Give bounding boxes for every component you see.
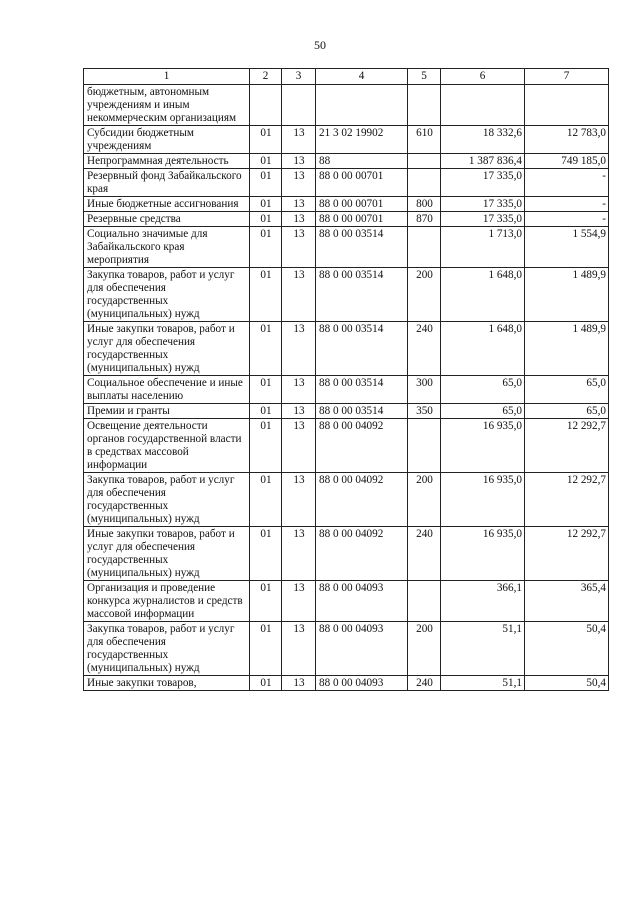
amount-cell: 16 935,0 bbox=[441, 419, 525, 473]
subsection-code-cell: 13 bbox=[282, 622, 316, 676]
expense-type-cell: 870 bbox=[408, 212, 441, 227]
section-code-cell: 01 bbox=[250, 126, 282, 154]
table-row bbox=[84, 527, 609, 581]
section-code-cell: 01 bbox=[250, 581, 282, 622]
amount-cell: 18 332,6 bbox=[441, 126, 525, 154]
amount-cell: - bbox=[525, 169, 609, 197]
section-code-cell: 01 bbox=[250, 227, 282, 268]
amount-cell: 365,4 bbox=[525, 581, 609, 622]
target-article-cell bbox=[316, 85, 408, 126]
budget-table bbox=[83, 68, 609, 691]
expense-type-cell bbox=[408, 227, 441, 268]
expense-type-cell bbox=[408, 581, 441, 622]
row-name-cell: Закупка товаров, работ и услуг для обеспечения государственных (муниципальных) нужд bbox=[84, 473, 250, 527]
amount-cell: 1 489,9 bbox=[525, 268, 609, 322]
target-article-cell: 88 0 00 04093 bbox=[316, 622, 408, 676]
target-article-cell: 88 0 00 00701 bbox=[316, 212, 408, 227]
subsection-code-cell: 13 bbox=[282, 212, 316, 227]
target-article-cell: 88 0 00 03514 bbox=[316, 227, 408, 268]
amount-cell: 12 292,7 bbox=[525, 419, 609, 473]
section-code-cell: 01 bbox=[250, 404, 282, 419]
subsection-code-cell: 13 bbox=[282, 154, 316, 169]
row-name-cell: Резервный фонд Забайкальского края bbox=[84, 169, 250, 197]
amount-cell: 50,4 bbox=[525, 622, 609, 676]
table-header-row bbox=[84, 69, 609, 85]
subsection-code-cell: 13 bbox=[282, 376, 316, 404]
amount-cell: 12 292,7 bbox=[525, 527, 609, 581]
row-name-cell: Закупка товаров, работ и услуг для обеспечения государственных (муниципальных) нужд bbox=[84, 268, 250, 322]
subsection-code-cell: 13 bbox=[282, 197, 316, 212]
target-article-cell: 88 0 00 03514 bbox=[316, 268, 408, 322]
section-code-cell: 01 bbox=[250, 419, 282, 473]
section-code-cell: 01 bbox=[250, 322, 282, 376]
subsection-code-cell: 13 bbox=[282, 404, 316, 419]
table-row bbox=[84, 581, 609, 622]
table-row bbox=[84, 622, 609, 676]
expense-type-cell: 240 bbox=[408, 322, 441, 376]
row-name-cell: Иные бюджетные ассигнования bbox=[84, 197, 250, 212]
amount-cell: 65,0 bbox=[441, 404, 525, 419]
section-code-cell: 01 bbox=[250, 268, 282, 322]
target-article-cell: 88 0 00 04092 bbox=[316, 527, 408, 581]
target-article-cell: 88 0 00 04093 bbox=[316, 581, 408, 622]
row-name-cell: бюджетным, автономным учреждениям и иным некоммерческим организациям bbox=[84, 85, 250, 126]
subsection-code-cell: 13 bbox=[282, 527, 316, 581]
row-name-cell: Иные закупки товаров, работ и услуг для обеспечения государственных (муниципальных) нужд bbox=[84, 527, 250, 581]
subsection-code-cell: 13 bbox=[282, 473, 316, 527]
amount-cell: 12 783,0 bbox=[525, 126, 609, 154]
table-body bbox=[84, 85, 609, 691]
amount-cell: 17 335,0 bbox=[441, 169, 525, 197]
expense-type-cell: 350 bbox=[408, 404, 441, 419]
row-name-cell: Закупка товаров, работ и услуг для обеспечения государственных (муниципальных) нужд bbox=[84, 622, 250, 676]
amount-cell: 65,0 bbox=[441, 376, 525, 404]
row-name-cell: Организация и проведение конкурса журналистов и средств массовой информации bbox=[84, 581, 250, 622]
row-name-cell: Социально значимые для Забайкальского края мероприятия bbox=[84, 227, 250, 268]
table-row bbox=[84, 169, 609, 197]
target-article-cell: 21 3 02 19902 bbox=[316, 126, 408, 154]
subsection-code-cell: 13 bbox=[282, 419, 316, 473]
target-article-cell: 88 0 00 04092 bbox=[316, 419, 408, 473]
table-row bbox=[84, 197, 609, 212]
subsection-code-cell: 13 bbox=[282, 126, 316, 154]
section-code-cell bbox=[250, 85, 282, 126]
section-code-cell: 01 bbox=[250, 473, 282, 527]
table-row bbox=[84, 85, 609, 126]
row-name-cell: Социальное обеспечение и иные выплаты населению bbox=[84, 376, 250, 404]
table-row bbox=[84, 419, 609, 473]
row-name-cell: Резервные средства bbox=[84, 212, 250, 227]
section-code-cell: 01 bbox=[250, 622, 282, 676]
table-row bbox=[84, 126, 609, 154]
table-row bbox=[84, 212, 609, 227]
expense-type-cell bbox=[408, 85, 441, 126]
expense-type-cell bbox=[408, 154, 441, 169]
amount-cell: 17 335,0 bbox=[441, 197, 525, 212]
table-row bbox=[84, 227, 609, 268]
subsection-code-cell: 13 bbox=[282, 676, 316, 691]
section-code-cell: 01 bbox=[250, 676, 282, 691]
target-article-cell: 88 0 00 03514 bbox=[316, 322, 408, 376]
amount-cell: 50,4 bbox=[525, 676, 609, 691]
table-row bbox=[84, 473, 609, 527]
subsection-code-cell: 13 bbox=[282, 227, 316, 268]
page-number: 50 bbox=[314, 38, 326, 52]
column-header: 4 bbox=[316, 69, 408, 85]
amount-cell: 1 648,0 bbox=[441, 322, 525, 376]
amount-cell: 12 292,7 bbox=[525, 473, 609, 527]
amount-cell: 51,1 bbox=[441, 676, 525, 691]
subsection-code-cell: 13 bbox=[282, 268, 316, 322]
target-article-cell: 88 0 00 03514 bbox=[316, 404, 408, 419]
expense-type-cell: 800 bbox=[408, 197, 441, 212]
amount-cell: 16 935,0 bbox=[441, 473, 525, 527]
amount-cell: - bbox=[525, 212, 609, 227]
table-row bbox=[84, 376, 609, 404]
row-name-cell: Субсидии бюджетным учреждениям bbox=[84, 126, 250, 154]
column-header: 3 bbox=[282, 69, 316, 85]
section-code-cell: 01 bbox=[250, 197, 282, 212]
row-name-cell: Непрограммная деятельность bbox=[84, 154, 250, 169]
table-row bbox=[84, 154, 609, 169]
expense-type-cell: 240 bbox=[408, 676, 441, 691]
target-article-cell: 88 0 00 03514 bbox=[316, 376, 408, 404]
amount-cell bbox=[525, 85, 609, 126]
column-header: 6 bbox=[441, 69, 525, 85]
amount-cell: 1 387 836,4 bbox=[441, 154, 525, 169]
target-article-cell: 88 0 00 04092 bbox=[316, 473, 408, 527]
target-article-cell: 88 bbox=[316, 154, 408, 169]
subsection-code-cell: 13 bbox=[282, 581, 316, 622]
section-code-cell: 01 bbox=[250, 376, 282, 404]
section-code-cell: 01 bbox=[250, 527, 282, 581]
expense-type-cell: 610 bbox=[408, 126, 441, 154]
target-article-cell: 88 0 00 00701 bbox=[316, 197, 408, 212]
amount-cell: 1 554,9 bbox=[525, 227, 609, 268]
column-header: 5 bbox=[408, 69, 441, 85]
target-article-cell: 88 0 00 04093 bbox=[316, 676, 408, 691]
expense-type-cell: 300 bbox=[408, 376, 441, 404]
row-name-cell: Премии и гранты bbox=[84, 404, 250, 419]
amount-cell: 51,1 bbox=[441, 622, 525, 676]
row-name-cell: Иные закупки товаров, работ и услуг для обеспечения государственных (муниципальных) нужд bbox=[84, 322, 250, 376]
section-code-cell: 01 bbox=[250, 154, 282, 169]
amount-cell: 65,0 bbox=[525, 376, 609, 404]
amount-cell: 1 648,0 bbox=[441, 268, 525, 322]
row-name-cell: Иные закупки товаров, bbox=[84, 676, 250, 691]
amount-cell: 749 185,0 bbox=[525, 154, 609, 169]
column-header: 7 bbox=[525, 69, 609, 85]
subsection-code-cell bbox=[282, 85, 316, 126]
amount-cell: 65,0 bbox=[525, 404, 609, 419]
expense-type-cell: 240 bbox=[408, 527, 441, 581]
section-code-cell: 01 bbox=[250, 212, 282, 227]
expense-type-cell: 200 bbox=[408, 473, 441, 527]
amount-cell: 17 335,0 bbox=[441, 212, 525, 227]
expense-type-cell: 200 bbox=[408, 622, 441, 676]
target-article-cell: 88 0 00 00701 bbox=[316, 169, 408, 197]
section-code-cell: 01 bbox=[250, 169, 282, 197]
column-header: 2 bbox=[250, 69, 282, 85]
amount-cell: 366,1 bbox=[441, 581, 525, 622]
table-row bbox=[84, 404, 609, 419]
subsection-code-cell: 13 bbox=[282, 322, 316, 376]
amount-cell: - bbox=[525, 197, 609, 212]
amount-cell: 16 935,0 bbox=[441, 527, 525, 581]
subsection-code-cell: 13 bbox=[282, 169, 316, 197]
table-row bbox=[84, 322, 609, 376]
table-row bbox=[84, 676, 609, 691]
amount-cell: 1 489,9 bbox=[525, 322, 609, 376]
table-row bbox=[84, 268, 609, 322]
amount-cell bbox=[441, 85, 525, 126]
expense-type-cell: 200 bbox=[408, 268, 441, 322]
expense-type-cell bbox=[408, 169, 441, 197]
column-header: 1 bbox=[84, 69, 250, 85]
expense-type-cell bbox=[408, 419, 441, 473]
row-name-cell: Освещение деятельности органов государственной власти в средствах массовой информации bbox=[84, 419, 250, 473]
amount-cell: 1 713,0 bbox=[441, 227, 525, 268]
